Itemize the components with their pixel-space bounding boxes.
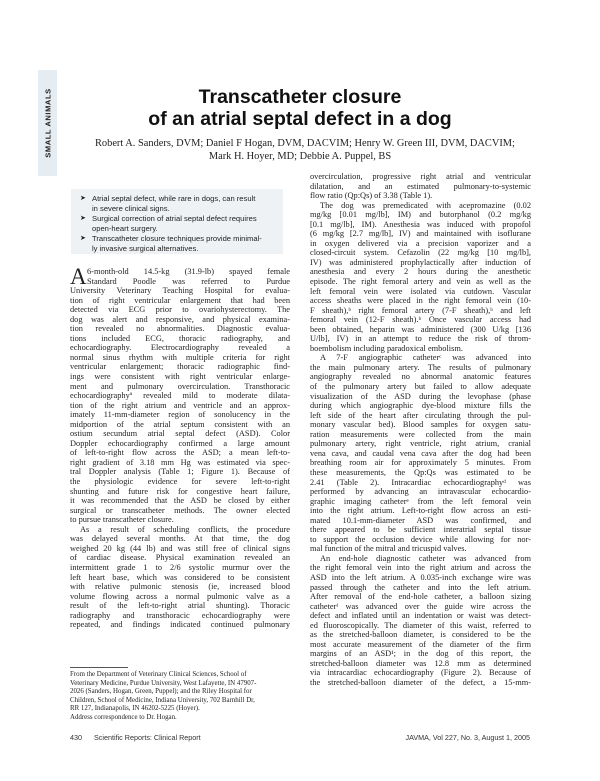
- author-line: Mark H. Hoyer, MD; Debbie A. Puppel, BS: [208, 151, 392, 162]
- text-line: of cardiac disease. Physical examination revealed an: [70, 553, 290, 563]
- text-line: graphic imaging catheterᵉ from the left femoral vein: [310, 496, 531, 506]
- text-line: episode. The right femoral artery and vein as well as the: [310, 277, 531, 287]
- text-line: ostium secundum atrial septal defect (ASD). Color: [70, 429, 290, 439]
- text-line: tion of the right atrium and ventricle and an approx-: [70, 400, 290, 410]
- text-line: An end-hole diagnostic catheter was advanced from: [320, 553, 531, 563]
- summary-line: Atrial septal defect, while rare in dogs, can result: [92, 194, 256, 203]
- text-line: the stretched-balloon diameter of the defect, a 15-mm-: [310, 677, 531, 687]
- text-line: femoral vein (12-F sheath).ᵇ Once vascular access had: [310, 315, 531, 325]
- article-title: [100, 86, 500, 130]
- text-line: shunting and future risk for congestive heart failure,: [70, 486, 290, 496]
- summary-item: [80, 214, 277, 233]
- text-line: ings were consistent with right ventricular enlarge-: [70, 372, 290, 382]
- text-line: breathing room air for approximately 5 minutes. From: [310, 458, 531, 468]
- text-line: result of the left-to-right atrial shunting). Thoracic: [70, 601, 290, 611]
- text-line: overcirculation, progressive right atrial and ventricular: [310, 172, 531, 181]
- drop-cap: A: [70, 264, 87, 289]
- text-line: margins of an ASD¹; in the dog of this report, the: [310, 649, 531, 659]
- text-line: flow ratio (Qp:Qs) of 3.38 (Table 1).: [310, 191, 433, 201]
- body-column-left: [70, 264, 290, 630]
- summary-item: [80, 194, 277, 213]
- text-line: into the right atrium. Left-to-right flow across an esti-: [310, 506, 531, 516]
- journal-section: Scientific Reports: Clinical Report: [94, 733, 201, 742]
- body-column-right: [310, 172, 531, 688]
- text-line: ASD into the left atrium. A 0.035-inch exchange wire was: [310, 572, 531, 582]
- text-line: anesthesia and every 2 hours during the anesthetic: [310, 267, 531, 277]
- footnote-line: 2026 (Sanders, Hogan, Green, Puppel); and the Riley Hospital for: [70, 688, 252, 696]
- text-line: was delayed several months. At that time, the dog: [70, 534, 290, 544]
- text-line: University Veterinary Teaching Hospital for evalua-: [70, 286, 290, 296]
- footnote-line: Veterinary Medicine, Purdue University, West Lafayette, IN 47907-: [70, 679, 257, 687]
- text-line: After removal of the end-hole catheter, a balloon sizing: [310, 592, 531, 602]
- text-line: to pursue transcatheter closure.: [70, 515, 174, 525]
- arrow-bullet-icon: ➤: [80, 215, 86, 222]
- text-line: pulmonary artery, right ventricle, right atrium, cranial: [310, 439, 531, 449]
- text-line: it was recommended that the ASD be closed by either: [70, 496, 290, 506]
- footnote-line: Children, School of Medicine, Indiana University, 702 Barnhill Dr,: [70, 696, 255, 704]
- title-line: of an atrial septal defect in a dog: [148, 108, 452, 130]
- text-line: vena cava, and caudal vena cava after the dog had been: [310, 448, 531, 458]
- text-line: visualization of the ASD during the levophase (phase: [310, 391, 531, 401]
- text-line: access sheaths were placed in the right femoral vein (10-: [310, 296, 531, 306]
- text-line: boembolism including paradoxical embolism.: [310, 343, 463, 353]
- text-line: mated 10.1-mm-diameter ASD was confirmed, and: [310, 515, 531, 525]
- text-line: left heart base, which was considered to be consistent: [70, 572, 290, 582]
- summary-box: [71, 189, 283, 254]
- text-line: passed through the catheter and into the left atrium.: [310, 582, 531, 592]
- summary-line: ly invasive surgical alternatives.: [92, 243, 199, 253]
- text-line: ration measurements were collected from the main: [310, 429, 531, 439]
- text-line: 2.41 (Table 2). Intracardiac echocardiographyᵈ was: [310, 477, 531, 487]
- text-line: right gradient of 3.18 mm Hg was estimated via spec-: [70, 457, 290, 467]
- text-line: the right femoral vein into the right atrium and across the: [310, 563, 531, 573]
- text-line: performed by advancing an intravascular echocardio-: [310, 487, 531, 497]
- text-line: radiography and transthoracic echocardiography were: [70, 610, 290, 620]
- text-line: left femoral vein were isolated via cutdown. Vascular: [310, 286, 531, 296]
- footnote-line: RR 127, Indianapolis, IN 46202-5225 (Hoyer).: [70, 705, 200, 713]
- citation: JAVMA, Vol 227, No. 3, August 1, 2005: [405, 733, 530, 742]
- author-line: Robert A. Sanders, DVM; Daniel F Hogan, DVM, DACVIM; Henry W. Green III, DVM, DACVIM;: [95, 138, 515, 149]
- text-line: via intracardiac echocardiography (Figure 2). Because of: [310, 668, 531, 678]
- text-line: ed fluoroscopically. The diameter of this waist, referred to: [310, 620, 531, 630]
- summary-item: [80, 234, 277, 253]
- text-line: midportion of the atrial septum consistent with an: [70, 419, 290, 429]
- text-line: to support the occlusion device while allowing for nor-: [310, 534, 531, 544]
- text-line: the physiologic evidence for severe left-to-right: [70, 477, 290, 487]
- text-line: these measurements, the Qp:Qs was estimated to be: [310, 467, 531, 477]
- arrow-bullet-icon: ➤: [80, 195, 86, 202]
- text-line: tral Doppler analysis (Table 1; Figure 1). Because of: [70, 467, 290, 477]
- footnote-divider: [70, 667, 128, 668]
- text-line: weighed 20 kg (44 lb) and was still free of clinical signs: [70, 543, 290, 553]
- summary-line: Transcatheter closure techniques provide minimal-: [92, 234, 262, 243]
- text-line: The dog was premedicated with acepromazine (0.02: [320, 200, 531, 210]
- text-line: tion revealed no abnormalities. Diagnostic evalua-: [70, 324, 290, 334]
- page-number: 430: [70, 733, 82, 742]
- footnote-line: From the Department of Veterinary Clinical Sciences, School of: [70, 671, 247, 678]
- text-line: dilatation, and an estimated pulmonary-to-systemic: [310, 181, 531, 191]
- text-line: echocardiographyª revealed mild to moderate dilata-: [70, 391, 290, 401]
- text-line: (6 mg/kg [2.7 mg/lb], IV) and maintained with isoflurane: [310, 229, 531, 239]
- section-tab: [38, 70, 57, 176]
- text-line: imately 11-mm-diameter region of sonolucency in the: [70, 410, 290, 420]
- text-line: of left-to-right flow across the ASD; a mean left-to-: [70, 448, 290, 458]
- title-line: Transcatheter closure: [198, 86, 402, 108]
- text-line: defect and inflated until an indentation or waist was detect-: [310, 611, 531, 621]
- text-line: stretched-balloon diameter was 12.8 mm as determined: [310, 658, 531, 668]
- text-line: volume flowing across a normal pulmonic valve as a: [70, 591, 290, 601]
- summary-line: open-heart surgery.: [92, 223, 158, 233]
- text-line: ment and pulmonary overcirculation. Transthoracic: [70, 381, 290, 391]
- text-line: F sheath),ᵇ right femoral artery (7-F sheath),ᵇ and left: [310, 305, 531, 315]
- text-line: in oxygen delivered via a precision vaporizer and a: [310, 238, 531, 248]
- text-line: most accurate measurement of the diameter of the firm: [310, 639, 531, 649]
- text-line: repeated, and findings indicated continued pulmonary: [70, 620, 290, 630]
- text-line: ventricular enlargement; thoracic radiographic find-: [70, 362, 290, 372]
- text-line: IV) was administered prophylactically after induction of: [310, 257, 531, 267]
- text-line: angiography revealed no abnormal anatomic features: [310, 372, 531, 382]
- text-line: 6-month-old 14.5-kg (31.9-lb) spayed female: [87, 267, 290, 276]
- text-line: mal function of the mitral and tricuspid valves.: [310, 544, 467, 554]
- text-line: [0.1 mg/lb], IM). Anesthesia was induced with propofol: [310, 219, 531, 229]
- footnote-line: Address correspondence to Dr. Hogan.: [70, 713, 177, 721]
- text-line: mg/kg [0.01 mg/lb], IM) and butorphanol (0.2 mg/kg: [310, 210, 531, 220]
- text-line: left side of the heart after circulating through the pul-: [310, 410, 531, 420]
- text-line: A 7-F angiographic catheterᶜ was advanced into: [320, 353, 531, 363]
- text-line: detected via ECG prior to ovariohysterectomy. The: [70, 305, 290, 315]
- summary-line: in severe clinical signs.: [92, 203, 170, 213]
- summary-line: Surgical correction of atrial septal defect requires: [92, 214, 257, 223]
- section-label: SMALL ANIMALS: [43, 88, 52, 158]
- text-line: Doppler echocardiography confirmed a large amount: [70, 438, 290, 448]
- text-line: there appeared to be sufficient interatrial septal tissue: [310, 525, 531, 535]
- text-line: intermittent grade 1 to 2/6 systolic murmur over the: [70, 562, 290, 572]
- text-line: monary vascular bed). Blood samples for oxygen satu-: [310, 420, 531, 430]
- text-line: dog was alert and responsive, and physical examina-: [70, 314, 290, 324]
- text-line: catheterᶠ was advanced over the guide wire across the: [310, 601, 531, 611]
- text-line: Standard Poodle was referred to Purdue: [87, 276, 290, 286]
- text-line: with relative pulmonic stenosis (ie, increased blood: [70, 582, 290, 592]
- text-line: been obtained, heparin was administered (300 U/kg [136: [310, 324, 531, 334]
- text-line: as the stretched-balloon diameter, is considered to be the: [310, 630, 531, 640]
- text-line: surgical or transcatheter methods. The owner elected: [70, 505, 290, 515]
- text-line: normal sinus rhythm with multiple criteria for right: [70, 352, 290, 362]
- text-line: of the pulmonary artery but failed to allow adequate: [310, 382, 531, 392]
- text-line: As a result of scheduling conflicts, the procedure: [80, 524, 290, 534]
- text-line: closed-circuit system. Cefazolin (22 mg/kg [10 mg/lb],: [310, 248, 531, 258]
- summary-list: [71, 189, 283, 253]
- affiliation-footnote: [70, 671, 290, 723]
- text-line: the main pulmonary artery. The results of pulmonary: [310, 362, 531, 372]
- author-list: [95, 137, 515, 163]
- text-line: U/lb], IV) in an attempt to reduce the risk of throm-: [310, 334, 531, 344]
- text-line: echocardiography. Electrocardiography revealed a: [70, 343, 290, 353]
- arrow-bullet-icon: ➤: [80, 235, 86, 242]
- text-line: during which angiographic dye-blood mixture fills the: [310, 401, 531, 411]
- text-line: tion of right ventricular enlargement that had been: [70, 295, 290, 305]
- text-line: tions included ECG, thoracic radiography, and: [70, 333, 290, 343]
